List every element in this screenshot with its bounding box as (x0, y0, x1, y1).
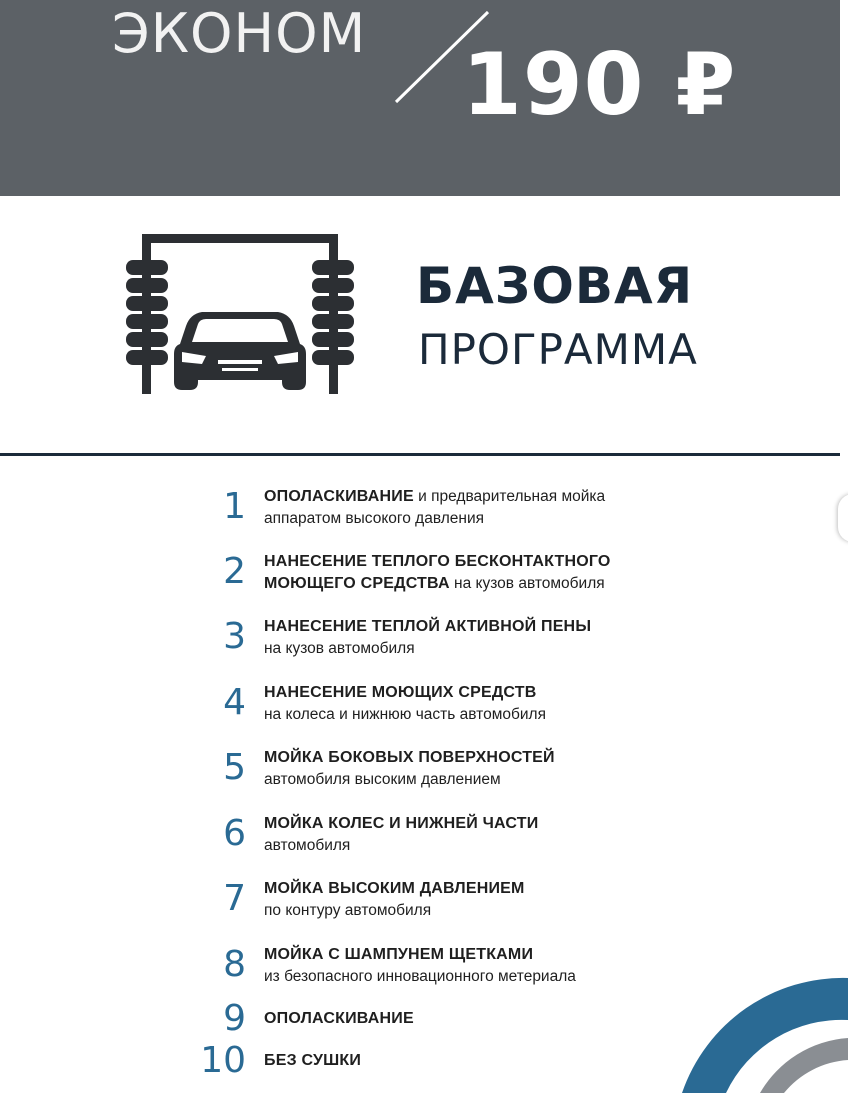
step-description: на колеса и нижнюю часть автомобиля (264, 706, 546, 723)
step-title: МОЙКА БОКОВЫХ ПОВЕРХНОСТЕЙ (264, 749, 555, 766)
list-item (190, 484, 710, 534)
step-number: 10 (200, 1040, 246, 1081)
step-text (264, 682, 724, 726)
step-description: на кузов автомобиля (449, 575, 605, 592)
step-number: 6 (223, 813, 246, 854)
step-title-continued: МОЮЩЕГО СРЕДСТВА (264, 575, 450, 592)
step-text (264, 878, 724, 922)
step-text (264, 1008, 724, 1030)
list-item (190, 745, 710, 795)
list-item (190, 876, 710, 926)
step-description: на кузов автомобиля (264, 640, 415, 657)
step-number: 9 (223, 998, 246, 1039)
step-text (264, 486, 724, 530)
step-number: 7 (223, 878, 246, 919)
step-title: МОЙКА КОЛЕС И НИЖНЕЙ ЧАСТИ (264, 815, 539, 832)
step-description: автомобиля высоким давлением (264, 771, 501, 788)
step-text (264, 616, 724, 660)
tier-name: ЭКОНОМ (112, 2, 367, 65)
step-title: ОПОЛАСКИВАНИЕ (264, 1010, 414, 1027)
step-number: 2 (223, 551, 246, 592)
step-text (264, 813, 724, 857)
list-item (190, 942, 710, 992)
step-description: аппаратом высокого давления (264, 510, 484, 527)
step-description: по контуру автомобиля (264, 902, 432, 919)
step-title: МОЙКА ВЫСОКИМ ДАВЛЕНИЕМ (264, 880, 525, 897)
step-number: 8 (223, 944, 246, 985)
list-item (190, 811, 710, 861)
step-text (264, 1050, 724, 1072)
step-number: 5 (223, 747, 246, 788)
step-number: 4 (223, 682, 246, 723)
step-title: НАНЕСЕНИЕ МОЮЩИХ СРЕДСТВ (264, 684, 537, 701)
list-item (190, 1038, 710, 1088)
price-value: 190 ₽ (462, 35, 737, 135)
list-item (190, 680, 710, 730)
program-title: БАЗОВАЯ (416, 257, 694, 315)
step-description: автомобиля (264, 837, 351, 854)
step-title: БЕЗ СУШКИ (264, 1052, 362, 1069)
step-title: МОЙКА С ШАМПУНЕМ ЩЕТКАМИ (264, 946, 534, 963)
list-item (190, 549, 710, 599)
step-number: 1 (223, 486, 246, 527)
step-number: 3 (223, 616, 246, 657)
step-text (264, 944, 724, 988)
scroll-edge-tab[interactable] (838, 494, 848, 542)
step-title: НАНЕСЕНИЕ ТЕПЛОЙ АКТИВНОЙ ПЕНЫ (264, 618, 592, 635)
list-item (190, 614, 710, 664)
program-subtitle: ПРОГРАММА (418, 325, 698, 374)
corner-arc-decoration (660, 960, 848, 1093)
step-title-rest: и предварительная мойка (413, 488, 606, 505)
step-description: из безопасного инновационного метериала (264, 968, 576, 985)
step-text (264, 747, 724, 791)
step-text (264, 551, 724, 595)
step-title: НАНЕСЕНИЕ ТЕПЛОГО БЕСКОНТАКТНОГО (264, 553, 611, 570)
step-title: ОПОЛАСКИВАНИЕ (264, 488, 414, 505)
